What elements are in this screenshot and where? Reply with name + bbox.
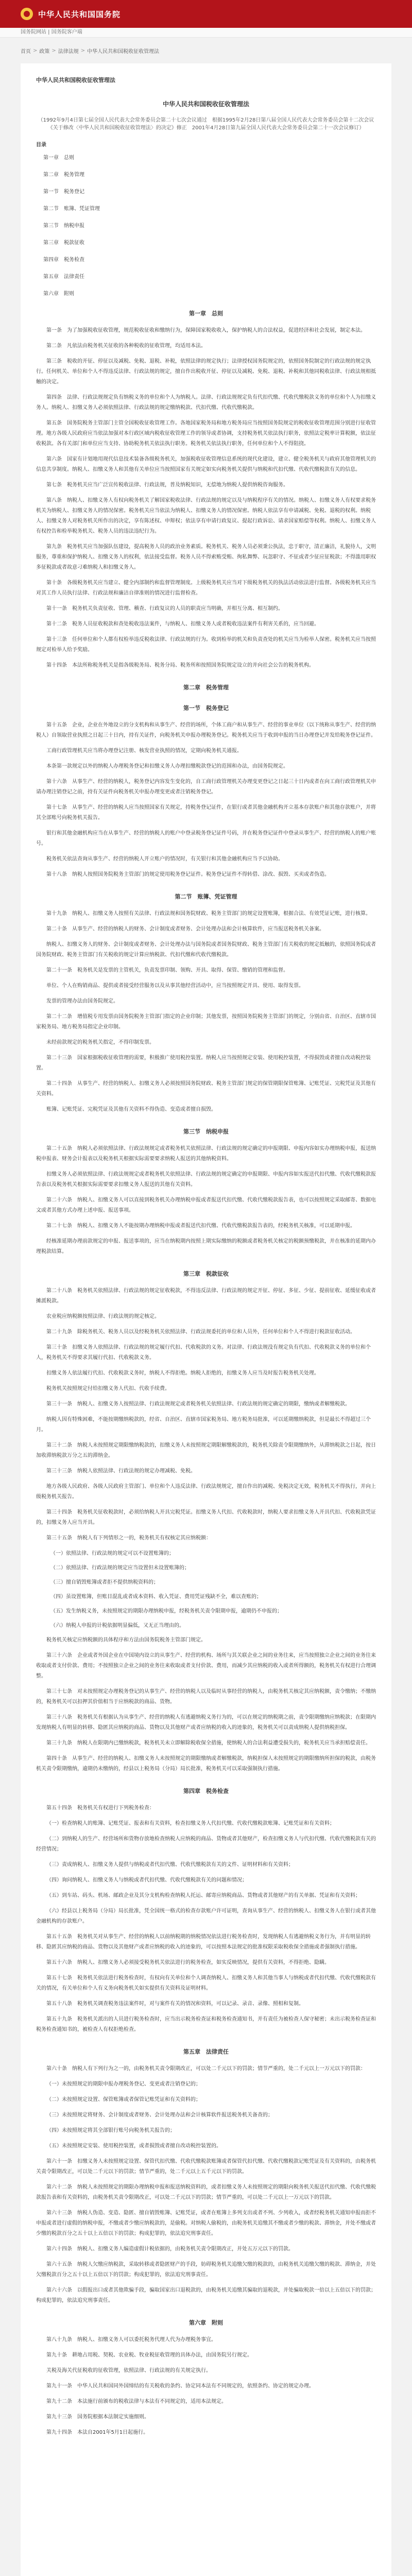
table-of-contents [36, 153, 376, 297]
article-paragraph: 单位、个人在购销商品、提供或者接受经营服务以及从事其他经营活动中，应当按照规定开具、使用、取得发票。 [46, 983, 304, 989]
article-paragraph: 第十五条 企业，企业在外地设立的分支机构和从事生产、经营的场所，个体工商户和从事生产、经营的事业单位（以下统称从事生产、经营的纳税人）自领取营业执照之日起三十日内，持有关证件，向税务机关申报办理税务登记。税务机关应当于收到申报的当日办理登记并发给税务登记证件。 [36, 722, 376, 738]
article-paragraph: 第六十三条 纳税人伪造、变造、隐匿、擅自销毁账簿、记账凭证，或者在账簿上多列支出或者不列、少列收入，或者经税务机关通知申报而拒不申报或者进行虚假的纳税申报，不缴或者少缴应纳税款的，是偷税。对纳税人偷税的，由税务机关追缴其不缴或者少缴的税款、滞纳金，并处不缴或者少缴的税款百分之五十以上五倍以下的罚款；构成犯罪的，依法追究刑事责任。 [36, 2210, 376, 2236]
breadcrumb-item[interactable]: 政策 [39, 48, 50, 55]
article-paragraph: 第十一条 税务机关负责征收、管理、稽查、行政复议的人员的职责应当明确，并相互分离、相互制约。 [46, 606, 283, 612]
article-paragraph: 第九条 税务机关应当加强队伍建设，提高税务人员的政治业务素质。税务机关、税务人员必须秉公执法，忠于职守，清正廉洁，礼貌待人，文明服务，尊重和保护纳税人、扣缴义务人的权利，依法接受监督。税务人员不得索贿受贿、徇私舞弊、玩忽职守、不征或者少征应征税款；不得滥用职权多征税款或者故意刁难纳税人和扣缴义务人。 [36, 544, 376, 570]
breadcrumb-separator: > [33, 47, 38, 54]
sub-links[interactable]: 国务院网站 | 国务院客户端 [0, 28, 412, 38]
chapter-title: 第二章 税务管理 [183, 684, 229, 691]
chapter-title: 第五章 法律责任 [183, 2048, 229, 2055]
article-paragraph: 第三十二条 纳税人未按照规定期限缴纳税款的，扣缴义务人未按照规定期限解缴税款的，税务机关除责令限期缴纳外，从滞纳税款之日起，按日加收滞纳税款万分之五的滞纳金。 [36, 1443, 376, 1459]
section-title: 第二节 账簿、凭证管理 [175, 893, 237, 900]
article-paragraph: 税务机关核定应纳税额的具体程序和方法由国务院税务主管部门规定。 [46, 1637, 206, 1643]
toc-item: 第四章 税务检查 [43, 257, 84, 263]
article-paragraph: 地方各级人民政府、各级人民政府主管部门、单位和个人违反法律、行政法规规定，擅自作出的减税、免税决定无效，税务机关不得执行，并向上级税务机关报告。 [36, 1484, 376, 1500]
article-paragraph: 第三十五条 纳税人有下列情形之一的，税务机关有权核定其应纳税额： [46, 1535, 211, 1541]
article-paragraph: （二）未按照规定设置、保管账簿或者保管记账凭证和有关资料的； [46, 2097, 201, 2103]
article-paragraph: 第一条 为了加强税收征收管理，规范税收征收和缴纳行为，保障国家税收收入，保护纳税人的合法权益，促进经济和社会发展，制定本法。 [46, 328, 366, 333]
article-paragraph: 银行和其他金融机构应当在从事生产、经营的纳税人的账户中登录税务登记证件号码，并在税务登记证件中登录从事生产、经营的纳税人的账户账号。 [36, 831, 376, 846]
article-paragraph: 本条第一款规定以外的纳税人办理税务登记和扣缴义务人办理扣缴税款登记的范围和办法，由国务院规定。 [46, 764, 288, 769]
article-paragraph: 第十条 各级税务机关应当建立、健全内部制约和监督管理制度。上级税务机关应当对下级税务机关的执法活动依法进行监督。各级税务机关应当对其工作人员执行法律、行政法规和廉洁自律准则的情况进行监督检查。 [36, 580, 376, 596]
article-paragraph: 第十八条 纳税人按照国务院税务主管部门的规定使用税务登记证件。税务登记证件不得转借、涂改、损毁、买卖或者伪造。 [46, 872, 330, 877]
article-paragraph: 第三十九条 纳税人在限期内已缴纳税款，税务机关未立即解除税收保全措施，使纳税人的合法利益遭受损失的，税务机关应当承担赔偿责任。 [46, 1740, 371, 1746]
article-paragraph: 第十六条 从事生产、经营的纳税人，税务登记内容发生变化的，自工商行政管理机关办理变更登记之日起三十日内或者在向工商行政管理机关申请办理注销登记之前，持有关证件向税务机关申报办理变更或者注销税务登记。 [36, 779, 376, 795]
article-paragraph: 第八条 纳税人、扣缴义务人有权向税务机关了解国家税收法律、行政法规的规定以及与纳税程序有关的情况。纳税人、扣缴义务人有权要求税务机关为纳税人、扣缴义务人的情况保密。税务机关应当依法为纳税人、扣缴义务人的情况保密。纳税人依法享有申请减税、免税、退税的权利。纳税人、扣缴义务人对税务机关所作出的决定，享有陈述权、申辩权；依法享有申请行政复议、提起行政诉讼、请求国家赔偿等权利。纳税人、扣缴义务人有权控告和检举税务机关、税务人员的违法违纪行为。 [36, 498, 376, 534]
article-item: （五）发生纳税义务，未按照规定的期限办理纳税申报，经税务机关责令限期申报，逾期仍不申报的； [50, 1608, 282, 1614]
article-paragraph: 第六十五条 纳税人欠缴应纳税款，采取转移或者隐匿财产的手段，妨碍税务机关追缴欠缴的税款的，由税务机关追缴欠缴的税款、滞纳金，并处欠缴税款百分之五十以上五倍以下的罚款；构成犯罪的，依法追究刑事责任。 [36, 2262, 376, 2278]
article-paragraph: 扣缴义务人必须依照法律、行政法规规定或者税务机关依照法律、行政法规的规定确定的申报期限、申报内容如实报送代扣代缴、代收代缴税款报告表以及税务机关根据实际需要要求扣缴义务人报送的其他有关资料。 [36, 1172, 376, 1188]
article-paragraph: 第三十六条 企业或者外国企业在中国境内设立的从事生产、经营的机构、场所与其关联企业之间的业务往来，应当按照独立企业之间的业务往来收取或者支付价款、费用；不按照独立企业之间的业务往来收取或者支付价款、费用，而减少其应纳税的收入或者所得额的，税务机关有权进行合理调整。 [36, 1653, 376, 1679]
toc-item: 第五章 法律责任 [43, 274, 84, 280]
article-paragraph: 税务机关依法查询从事生产、经营的纳税人开立账户的情况时，有关银行和其他金融机构应当予以协助。 [46, 856, 283, 862]
article-paragraph: （四）未按照规定将其全部银行账号向税务机关报告的； [46, 2128, 175, 2133]
article-paragraph: 第十三条 任何单位和个人都有权检举违反税收法律、行政法规的行为。收到检举的机关和负责查处的机关应当为检举人保密。税务机关应当按照规定对检举人给予奖励。 [36, 637, 376, 653]
toc-item: 第一节 税务登记 [43, 189, 84, 195]
chapter-title: 第一章 总则 [189, 310, 223, 317]
article-paragraph: 第四条 法律、行政法规规定负有纳税义务的单位和个人为纳税人。法律、行政法规规定负有代扣代缴、代收代缴税款义务的单位和个人为扣缴义务人。纳税人、扣缴义务人必须依照法律、行政法规的规定缴纳税款、代扣代缴、代收代缴税款。 [36, 395, 376, 411]
article-paragraph: 第二十六条 纳税人、扣缴义务人可以直接到税务机关办理纳税申报或者报送代扣代缴、代收代缴税款报告表，也可以按照规定采取邮寄、数据电文或者其他方式办理上述申报、报送事项。 [36, 1197, 376, 1213]
article-paragraph: （一）检查纳税人的账簿、记账凭证、报表和有关资料，检查扣缴义务人代扣代缴、代收代缴税款账簿、记账凭证和有关资料； [46, 1821, 335, 1826]
article-paragraph: 税务机关按照规定付给扣缴义务人代扣、代收手续费。 [46, 1386, 170, 1392]
article-paragraph: 未经前款规定的税务机关指定，不得印制发票。 [46, 1040, 154, 1045]
breadcrumb [0, 38, 412, 63]
article-paragraph: （三）未按照规定将财务、会计制度或者财务、会计处理办法和会计核算软件报送税务机关备查的； [46, 2112, 273, 2118]
article-paragraph: 第七条 税务机关应当广泛宣传税收法律、行政法规，普及纳税知识，无偿地为纳税人提供纳税咨询服务。 [46, 482, 288, 488]
breadcrumb-item: 中华人民共和国税收征收管理法 [87, 48, 160, 55]
article-paragraph: 第九十三条 国务院根据本法制定实施细则。 [46, 2414, 149, 2420]
article-paragraph: 纳税人、扣缴义务人的财务、会计制度或者财务、会计处理办法与国务院或者国务院财政、税务主管部门有关税收的规定抵触的，依照国务院或者国务院财政、税务主管部门有关税收的规定计算应纳税款、代扣代缴和代收代缴税款。 [36, 942, 376, 958]
article-paragraph: 第二十二条 增值税专用发票由国务院税务主管部门指定的企业印制；其他发票，按照国务院税务主管部门的规定，分别由省、自治区、直辖市国家税务局、地方税务局指定企业印制。 [36, 1014, 376, 1030]
article-paragraph: 第三十一条 纳税人、扣缴义务人按照法律、行政法规规定或者税务机关依照法律、行政法规的规定确定的期限，缴纳或者解缴税款。 [46, 1401, 350, 1407]
article-item: （四）虽设置账簿，但账目混乱或者成本资料、收入凭证、费用凭证残缺不全，难以查账的； [50, 1594, 262, 1600]
article-paragraph: 第二十四条 从事生产、经营的纳税人、扣缴义务人必须按照国务院财政、税务主管部门规定的保管期限保管账簿、记账凭证、完税凭证及其他有关资料。 [36, 1081, 376, 1097]
chapter-title: 第六章 附则 [189, 2319, 223, 2326]
toc-item: 第三节 纳税申报 [43, 223, 84, 229]
article-paragraph: 关税及海关代征税收的征收管理，依照法律、行政法规的有关规定执行。 [46, 2368, 211, 2374]
article-paragraph: 第五十五条 税务机关对从事生产、经营的纳税人以前纳税期的纳税情况依法进行税务检查时，发现纳税人有逃避纳税义务行为，并有明显的转移、隐匿其应纳税的商品、货物以及其他财产或者应纳税的收入的迹象的，可以按照本法规定的批准权限采取税收保全措施或者强制执行措施。 [36, 1934, 371, 1950]
article-paragraph: 第六十二条 纳税人未按照规定的期限办理纳税申报和报送纳税资料的，或者扣缴义务人未按照规定的期限向税务机关报送代扣代缴、代收代缴税款报告表和有关资料的，由税务机关责令限期改正，可以处二千元以下的罚款；情节严重的，可以处二千元以上一万元以下的罚款。 [36, 2184, 376, 2200]
article-paragraph: 第九十一条 中华人民共和国同外国缔结的有关税收的条约、协定同本法有不同规定的，依照条约、协定的规定办理。 [46, 2383, 314, 2389]
breadcrumb-separator: > [52, 47, 56, 54]
article-paragraph: 第五十六条 纳税人、扣缴义务人必须接受税务机关依法进行的税务检查，如实反映情况，提供有关资料，不得拒绝、隐瞒。 [46, 1960, 330, 1965]
section-title: 第一节 税务登记 [183, 705, 229, 711]
article-paragraph: 第二条 凡依法由税务机关征收的各种税收的征收管理，均适用本法。 [46, 343, 206, 349]
article-paragraph: 第五十八条 税务机关调查税务违法案件时，对与案件有关的情况和资料，可以记录、录音、录像、照相和复制。 [46, 2001, 304, 2007]
article-paragraph: 农业税应纳税额按照法律、行政法规的规定核定。 [46, 1314, 160, 1319]
chapters [36, 309, 376, 2438]
article-paragraph: 第五十九条 税务机关派出的人员进行税务检查时，应当出示税务检查证和税务检查通知书，并有责任为被检查人保守秘密；未出示税务检查证和税务检查通知书的，被检查人有权拒绝检查。 [36, 2016, 376, 2032]
toc-label: 目录 [36, 142, 46, 148]
breadcrumb-separator: > [80, 47, 85, 54]
article-paragraph: 扣缴义务人依法履行代扣、代收税款义务时，纳税人不得拒绝。纳税人拒绝的，扣缴义务人应当及时报告税务机关处理。 [46, 1370, 319, 1376]
article-paragraph: 第二十九条 除税务机关、税务人员以及经税务机关依照法律、行政法规委托的单位和人员外，任何单位和个人不得进行税款征收活动。 [46, 1329, 355, 1335]
chapter-title: 第四章 税务检查 [183, 1788, 229, 1794]
article-paragraph: 第五十七条 税务机关依法进行税务检查时，有权向有关单位和个人调查纳税人、扣缴义务人和其他当事人与纳税或者代扣代缴、代收代缴税款有关的情况，有关单位和个人有义务向税务机关如实提供有关资料及证明材料。 [36, 1975, 376, 1991]
article-paragraph: 第三条 税收的开征、停征以及减税、免税、退税、补税，依照法律的规定执行；法律授权国务院规定的，依照国务院制定的行政法规的规定执行。任何机关、单位和个人不得违反法律、行政法规的规定，擅自作出税收开征、停征以及减税、免税、退税、补税和其他同税收法律、行政法规相抵触的决定。 [36, 359, 376, 385]
article-paragraph: 第十七条 从事生产、经营的纳税人应当按照国家有关规定，持税务登记证件，在银行或者其他金融机构开立基本存款账户和其他存款账户，并将其全部账号向税务机关报告。 [36, 805, 376, 821]
article-item: （六）纳税人申报的计税依据明显偏低，又无正当理由的。 [50, 1623, 184, 1629]
article-paragraph: 第十九条 纳税人、扣缴义务人按照有关法律、行政法规和国务院财政、税务主管部门的规定设置账簿，根据合法、有效凭证记账，进行核算。 [46, 911, 371, 917]
toc-item: 第二节 账簿、凭证管理 [43, 206, 100, 212]
toc-item: 第一章 总则 [43, 155, 74, 161]
article-paragraph: 第九十四条 本法自2001年5月1日起施行。 [46, 2430, 149, 2435]
article-paragraph: 工商行政管理机关应当将办理登记注册、核发营业执照的情况，定期向税务机关通报。 [46, 748, 242, 754]
document-heading: 中华人民共和国税收征收管理法 [36, 77, 115, 83]
article-paragraph: 第八十九条 纳税人、扣缴义务人可以委托税务代理人代为办理税务事宜。 [46, 2337, 216, 2343]
article-paragraph: 第四十条 从事生产、经营的纳税人、扣缴义务人未按照规定的期限缴纳或者解缴税款，纳税担保人未按照规定的期限缴纳所担保的税款，由税务机关责令限期缴纳，逾期仍未缴纳的，经县以上税务局（分局）局长批准，税务机关可以采取强制执行措施。 [36, 1756, 376, 1772]
article-paragraph: 第二十一条 税务机关是发票的主管机关，负责发票印制、领购、开具、取得、保管、缴销的管理和监督。 [46, 968, 288, 973]
article-paragraph: 第六十六条 以假报出口或者其他欺骗手段，骗取国家出口退税款的，由税务机关追缴其骗取的退税款，并处骗取税款一倍以上五倍以下的罚款；构成犯罪的，依法追究刑事责任。 [36, 2287, 376, 2303]
toc-item: 第六章 附则 [43, 291, 74, 297]
article-paragraph: 第九十二条 本法施行前颁布的税收法律与本法有不同规定的，适用本法规定。 [46, 2399, 227, 2404]
document-meta: （1992年9月4日第七届全国人民代表大会常务委员会第二十七次会议通过 根据1995年2月28日第八届全国人民代表大会常务委员会第十二次会议《关于修改〈中华人民共和国税收征收管理法〉的决定》修正 2001年4月28日第九届全国人民代表大会常务委员会第二十一次会议修订） [38, 117, 374, 131]
site-header [0, 0, 412, 28]
section-title: 第三节 纳税申报 [183, 1128, 229, 1135]
article-item: （三）擅自销毁账簿或者拒不提供纳税资料的； [50, 1580, 159, 1585]
article-paragraph: 第三十条 扣缴义务人依照法律、行政法规的规定履行代扣、代收税款的义务。对法律、行政法规没有规定负有代扣、代收税款义务的单位和个人，税务机关不得要求其履行代扣、代收税款义务。 [36, 1345, 371, 1361]
article-paragraph: 第九十条 耕地占用税、契税、农业税、牧业税征收管理的具体办法，由国务院另行规定。 [46, 2352, 252, 2358]
article-paragraph: （五）到车站、码头、机场、邮政企业及其分支机构检查纳税人托运、邮寄应纳税商品、货物或者其他财产的有关单据、凭证和有关资料； [46, 1893, 360, 1899]
article-paragraph: 账簿、记账凭证、完税凭证及其他有关资料不得伪造、变造或者擅自损毁。 [46, 1107, 216, 1112]
national-emblem-icon[interactable] [21, 8, 33, 20]
article-paragraph: （五）未按照规定安装、使用税控装置，或者损毁或者擅自改动税控装置的。 [46, 2143, 221, 2149]
article-paragraph: （二）到纳税人的生产、经营场所和货物存放地检查纳税人应纳税的商品、货物或者其他财产，检查扣缴义务人与代扣代缴、代收代缴税款有关的经营情况； [36, 1836, 376, 1852]
chapter-title: 第三章 税款征收 [183, 1270, 229, 1277]
toc-item: 第三章 税款征收 [43, 240, 84, 246]
article-paragraph: 经核准延期办理前款规定的申报、报送事项的，应当在纳税期内按照上期实际缴纳的税额或者税务机关核定的税额预缴税款，并在核准的延期内办理税款结算。 [36, 1239, 376, 1255]
article-paragraph: 第三十三条 纳税人依照法律、行政法规的规定办理减税、免税。 [46, 1468, 196, 1474]
article-paragraph: 第六十四条 纳税人、扣缴义务人编造虚假计税依据的，由税务机关责令限期改正，并处五万元以下的罚款。 [46, 2246, 294, 2252]
article-paragraph: 第三十四条 税务机关征收税款时，必须给纳税人开具完税凭证。扣缴义务人代扣、代收税款时，纳税人要求扣缴义务人开具代扣、代收税款凭证的，扣缴义务人应当开具。 [36, 1510, 376, 1526]
article-paragraph: （三）责成纳税人、扣缴义务人提供与纳税或者代扣代缴、代收代缴税款有关的文件、证明材料和有关资料； [46, 1862, 294, 1868]
article-item: （一）依照法律、行政法规的规定可以不设置账簿的； [50, 1551, 174, 1556]
article-paragraph: 第二十五条 纳税人必须依照法律、行政法规规定或者税务机关依照法律、行政法规的规定确定的申报期限、申报内容如实办理纳税申报，报送纳税申报表、财务会计报表以及税务机关根据实际需要要求纳税人报送的其他纳税资料。 [36, 1146, 376, 1162]
article-paragraph: 第三十八条 税务机关有根据认为从事生产、经营的纳税人有逃避纳税义务行为的，可以在规定的纳税期之前，责令限期缴纳应纳税款；在限期内发现纳税人有明显的转移、隐匿其应纳税的商品、货物以及其他财产或者应纳税的收入的迹象的，税务机关可以责成纳税人提供纳税担保。 [36, 1715, 376, 1731]
article-paragraph: 第五十四条 税务机关有权进行下列税务检查： [46, 1805, 154, 1811]
breadcrumb-item[interactable]: 法律法规 [58, 48, 79, 55]
article-paragraph: 第六条 国家有计划地用现代信息技术装备各级税务机关，加强税收征收管理信息系统的现代化建设，建立、健全税务机关与政府其他管理机关的信息共享制度。纳税人、扣缴义务人和其他有关单位应当按照国家有关规定如实向税务机关提供与纳税和代扣代缴、代收代缴税款有关的信息。 [36, 456, 376, 472]
article-paragraph: 第十四条 本法所称税务机关是指各级税务局、税务分局、税务所和按照国务院规定设立的并向社会公告的税务机构。 [46, 663, 314, 668]
article-paragraph: 第二十七条 纳税人、扣缴义务人不能按期办理纳税申报或者报送代扣代缴、代收代缴税款报告表的，经税务机关核准，可以延期申报。 [46, 1223, 355, 1229]
article-paragraph: 第二十条 从事生产、经营的纳税人的财务、会计制度或者财务、会计处理办法和会计核算软件，应当报送税务机关备案。 [46, 926, 324, 932]
article-content [21, 63, 391, 2576]
article-paragraph: 第十二条 税务人员征收税款和查处税收违法案件，与纳税人、扣缴义务人或者税收违法案件有利害关系的，应当回避。 [46, 621, 319, 627]
article-paragraph: 第六十一条 扣缴义务人未按照规定设置、保管代扣代缴、代收代缴税款账簿或者保管代扣代缴、代收代缴税款记账凭证及有关资料的，由税务机关责令限期改正，可以处二千元以下的罚款；情节严重的，处二千元以上五千元以下的罚款。 [36, 2159, 376, 2175]
article-paragraph: 第二十三条 国家根据税收征收管理的需要，积极推广使用税控装置。纳税人应当按照规定安装、使用税控装置，不得损毁或者擅自改动税控装置。 [36, 1055, 371, 1071]
article-paragraph: （六）经县以上税务局（分局）局长批准，凭全国统一格式的检查存款账户许可证明，查询从事生产、经营的纳税人、扣缴义务人在银行或者其他金融机构的存款账户。 [36, 1908, 376, 1924]
article-paragraph: 第二十八条 税务机关依照法律、行政法规的规定征收税款，不得违反法律、行政法规的规定开征、停征、多征、少征、提前征收、延缓征收或者摊派税款。 [36, 1288, 376, 1304]
document-title: 中华人民共和国税收征收管理法 [162, 100, 249, 108]
article-item: （二）依照法律、行政法规的规定应当设置但未设置账簿的； [50, 1565, 190, 1571]
article-paragraph: 纳税人因有特殊困难，不能按期缴纳税款的，经省、自治区、直辖市国家税务局、地方税务局批准，可以延期缴纳税款，但是最长不得超过三个月。 [36, 1417, 371, 1433]
site-title[interactable]: 中华人民共和国国务院 [38, 9, 121, 19]
article-paragraph: 第五条 国务院税务主管部门主管全国税收征收管理工作。各地国家税务局和地方税务局应当按照国务院规定的税收征收管理范围分别进行征收管理。地方各级人民政府应当依法加强对本行政区域内税收征收管理工作的领导或者协调，支持税务机关依法执行职务，依照法定税率计算税额，依法征收税款。各有关部门和单位应当支持、协助税务机关依法执行职务。税务机关依法执行职务，任何单位和个人不得阻挠。 [36, 420, 376, 447]
article-paragraph: 第三十七条 对未按照规定办理税务登记的从事生产、经营的纳税人以及临时从事经营的纳税人，由税务机关核定其应纳税额，责令缴纳；不缴纳的，税务机关可以扣押其价值相当于应纳税款的商品、货物。 [36, 1689, 376, 1705]
article-paragraph: 发票的管理办法由国务院规定。 [46, 998, 118, 1004]
article-paragraph: 第六十条 纳税人有下列行为之一的，由税务机关责令限期改正，可以处二千元以下的罚款；情节严重的，处二千元以上一万元以下的罚款： [46, 2066, 366, 2072]
toc-item: 第二章 税务管理 [43, 172, 84, 178]
article-paragraph: （一）未按照规定的期限申报办理税务登记、变更或者注销登记的； [46, 2081, 201, 2087]
article-paragraph: （四）询问纳税人、扣缴义务人与纳税或者代扣代缴、代收代缴税款有关的问题和情况； [46, 1877, 247, 1883]
breadcrumb-item[interactable]: 首页 [21, 48, 31, 55]
